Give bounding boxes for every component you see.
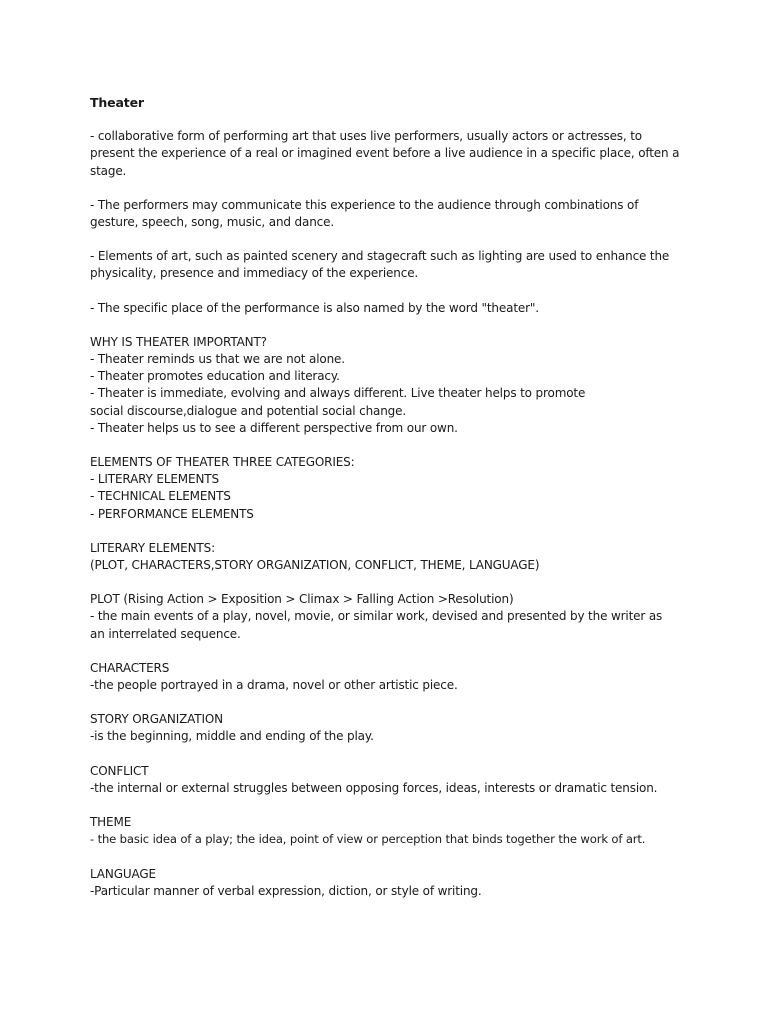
intro-paragraph-2: - The performers may communicate this experience to the audience through combinations of gesture, speech, song, music, and dance. <box>90 197 639 230</box>
language-heading: LANGUAGE <box>90 866 156 881</box>
characters-text: -the people portrayed in a drama, novel or other artistic piece. <box>90 678 458 693</box>
categories-section <box>90 454 690 523</box>
characters-section <box>90 660 690 694</box>
document-page <box>90 94 690 917</box>
intro-paragraph-4: - The specific place of the performance is also named by the word "theater". <box>90 300 539 315</box>
story-organization-text: -is the beginning, middle and ending of the play. <box>90 729 374 744</box>
category-item: - TECHNICAL ELEMENTS <box>90 489 231 504</box>
plot-section <box>90 591 690 643</box>
document-title: Theater <box>90 95 144 110</box>
importance-item: - Theater helps us to see a different perspective from our own. <box>90 420 458 435</box>
story-organization-heading: STORY ORGANIZATION <box>90 712 224 727</box>
conflict-text: -the internal or external struggles between opposing forces, ideas, interests or dramatic tension. <box>90 780 658 795</box>
language-section <box>90 866 690 900</box>
intro-paragraph-3: - Elements of art, such as painted scenery and stagecraft such as lighting are used to enhance the physicality, presence and immediacy of the experience. <box>90 249 670 281</box>
literary-heading: LITERARY ELEMENTS: <box>90 540 215 555</box>
theme-section <box>90 814 690 848</box>
literary-section <box>90 540 690 574</box>
plot-text: - the main events of a play, novel, movie, or similar work, devised and presented by the writer as an interrelated sequence. <box>90 609 663 641</box>
characters-heading: CHARACTERS <box>90 660 170 675</box>
importance-item: - Theater promotes education and literacy. <box>90 369 340 384</box>
importance-section <box>90 334 690 437</box>
theme-text: - the basic idea of a play; the idea, point of view or perception that binds together the work of art. <box>90 832 646 847</box>
category-item: - PERFORMANCE ELEMENTS <box>90 506 254 521</box>
importance-item: - Theater reminds us that we are not alone. <box>90 352 345 367</box>
conflict-section <box>90 763 690 797</box>
language-text: -Particular manner of verbal expression, diction, or style of writing. <box>90 883 482 898</box>
categories-heading: ELEMENTS OF THEATER THREE CATEGORIES: <box>90 455 355 470</box>
theme-heading: THEME <box>90 815 132 830</box>
literary-list: (PLOT, CHARACTERS,STORY ORGANIZATION, CONFLICT, THEME, LANGUAGE) <box>90 558 540 573</box>
story-organization-section <box>90 711 690 745</box>
conflict-heading: CONFLICT <box>90 763 149 778</box>
plot-heading: PLOT (Rising Action > Exposition > Climax > Falling Action >Resolution) <box>90 592 514 607</box>
intro-paragraph-1: - collaborative form of performing art that uses live performers, usually actors or actresses, to present the experience of a real or imagined event before a live audience in a specific place, often a stage. <box>90 129 680 178</box>
category-item: - LITERARY ELEMENTS <box>90 472 219 487</box>
importance-heading: WHY IS THEATER IMPORTANT? <box>90 334 267 349</box>
importance-item: - Theater is immediate, evolving and always different. Live theater helps to promote social discourse,dialogue and potential social change. <box>90 386 586 418</box>
